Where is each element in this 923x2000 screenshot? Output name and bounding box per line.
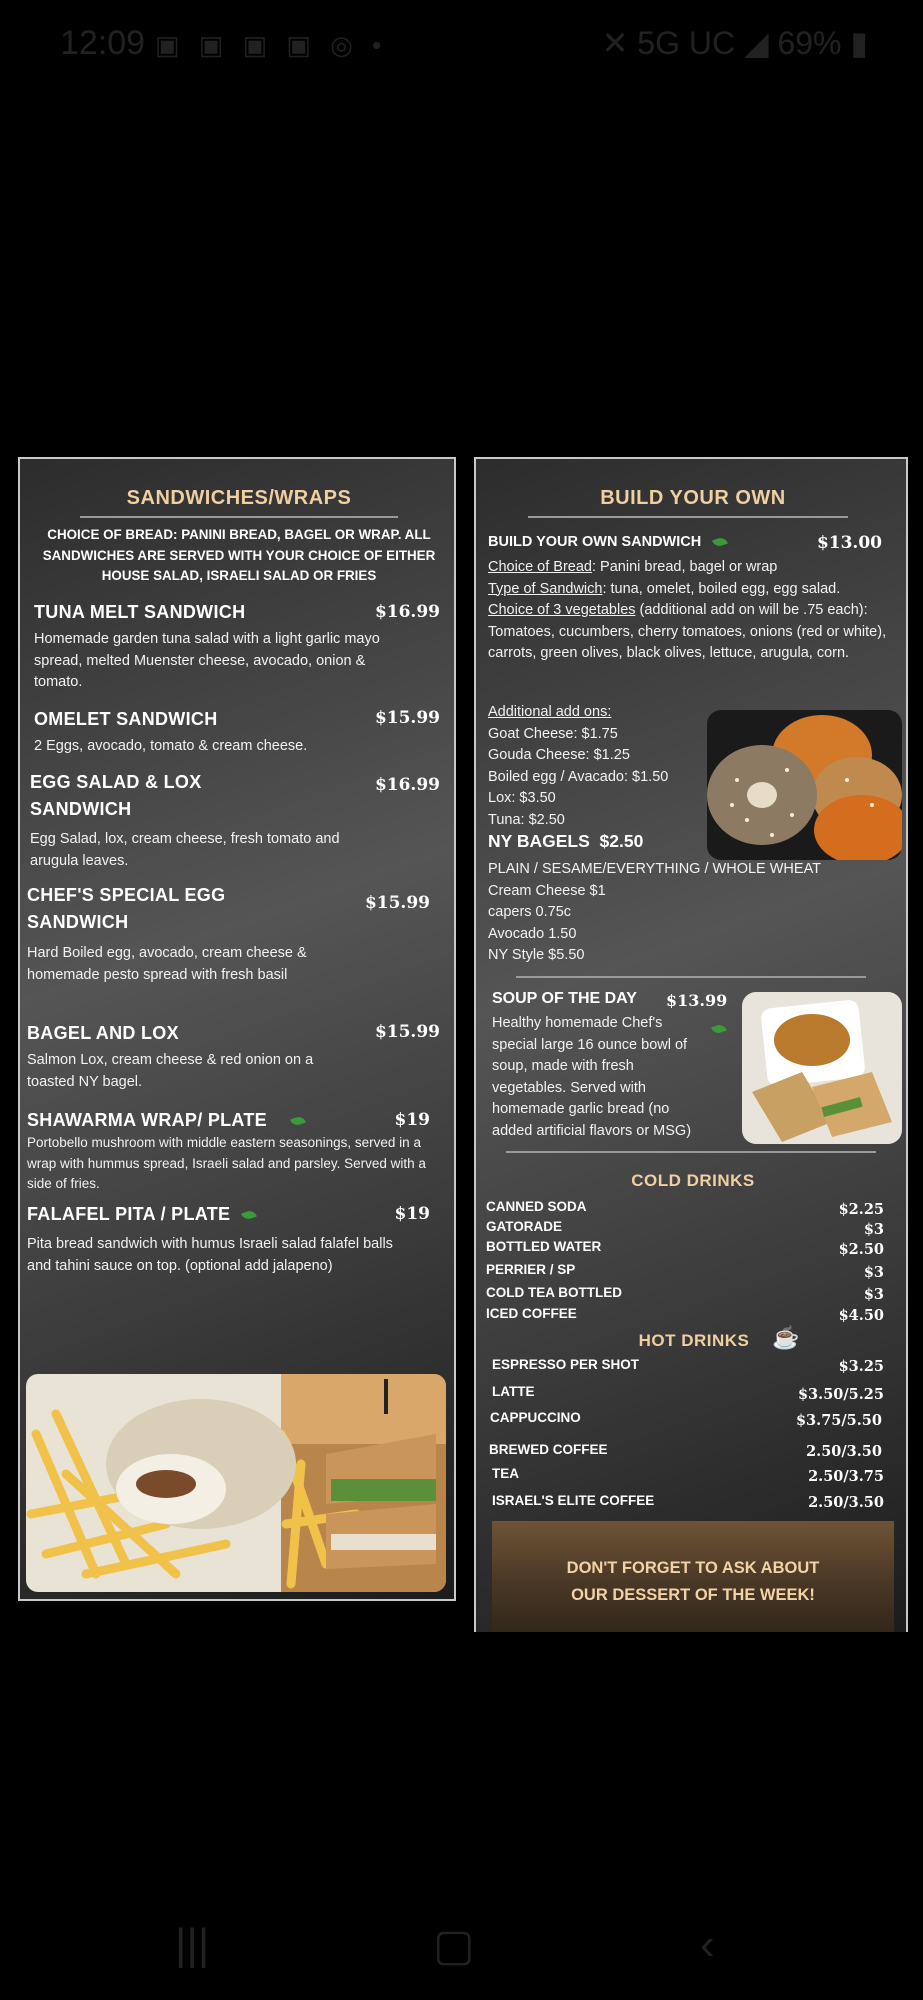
notification-icons: ▣ ▣ ▣ ▣ ◎ • xyxy=(155,30,388,60)
bagels-photo xyxy=(707,710,902,860)
dessert-line-2: OUR DESSERT OF THE WEEK! xyxy=(571,1586,815,1604)
item-desc-bagel-lox: Salmon Lox, cream cheese & red onion on a toasted NY bagel. xyxy=(27,1052,314,1090)
title-divider xyxy=(528,516,848,518)
bagels-name: NY BAGELS xyxy=(488,831,590,851)
dessert-banner xyxy=(492,1521,894,1632)
byo-type-line xyxy=(488,579,888,601)
coffee-cup-icon: ☕ xyxy=(772,1325,800,1350)
hot-drinks-title: HOT DRINKS xyxy=(638,1331,750,1350)
drink-price: $2.25 xyxy=(838,1201,884,1218)
drink-price: $2.50 xyxy=(838,1241,884,1258)
item-desc-tuna-melt: Homemade garden tuna salad with a light garlic mayo spread, melted Muenster cheese, avocado, onion & tomato. xyxy=(34,631,380,690)
drink-price: 2.50/3.75 xyxy=(808,1468,884,1485)
falafel-heading xyxy=(27,1201,327,1228)
addon-item: Tuna: $2.50 xyxy=(488,811,565,828)
soup-illustration xyxy=(742,992,902,1144)
drink-name: CANNED SODA xyxy=(486,1199,587,1214)
drink-name: BOTTLED WATER xyxy=(486,1239,602,1254)
drink-price: 2.50/3.50 xyxy=(806,1443,882,1460)
item-price-omelet: $15.99 xyxy=(374,708,440,728)
bread-label: Choice of Bread xyxy=(488,559,592,575)
item-name-bagel-lox: BAGEL AND LOX xyxy=(27,1023,179,1043)
bread-text: : Panini bread, bagel or wrap xyxy=(591,559,778,575)
drink-name: GATORADE xyxy=(486,1219,563,1234)
bagels-line: Avocado 1.50 xyxy=(488,925,577,942)
item-name-egg-salad-lox: EGG SALAD & LOX SANDWICH xyxy=(30,772,202,819)
drink-price: $3.75/5.50 xyxy=(795,1412,882,1429)
item-desc-falafel: Pita bread sandwich with humus Israeli salad falafel balls and tahini sauce on top. (optional add jalapeno) xyxy=(27,1236,393,1274)
type-text: : tuna, omelet, boiled egg, egg salad. xyxy=(602,580,841,597)
drink-name: ESPRESSO PER SHOT xyxy=(492,1357,640,1372)
soup-photo xyxy=(742,992,902,1144)
back-button[interactable]: ‹ xyxy=(700,1920,715,1969)
drink-price: $3 xyxy=(863,1221,884,1238)
drink-name: ISRAEL'S ELITE COFFEE xyxy=(492,1493,655,1508)
signal-icon: ◢ xyxy=(743,25,778,61)
vegan-leaf-icon xyxy=(712,536,728,548)
soup-desc: Healthy homemade Chef's special large 16 ounce bowl of soup, made with fresh vegetables. Served with homemade garlic bread (no added artificial flavors or MSG) xyxy=(492,1015,692,1139)
item-desc-chefs-special: Hard Boiled egg, avocado, cream cheese & homemade pesto spread with fresh basil xyxy=(27,945,307,983)
item-name-chefs-special: CHEF'S SPECIAL EGG SANDWICH xyxy=(27,885,226,932)
byo-veg-line xyxy=(488,600,888,665)
item-name-falafel: FALAFEL PITA / PLATE xyxy=(27,1204,231,1224)
byo-name: BUILD YOUR OWN SANDWICH xyxy=(488,534,702,550)
addon-item: Boiled egg / Avacado: $1.50 xyxy=(488,768,669,785)
bagels-price: $2.50 xyxy=(599,831,644,851)
cold-drinks-title: COLD DRINKS xyxy=(631,1171,755,1190)
item-price-shawarma: $19 xyxy=(394,1110,430,1130)
veg-text: (additional add on will be .75 each): Tomatoes, cucumbers, cherry tomatoes, onions (red or white), carrots, green olives, black olives, lettuce, arugula, corn. xyxy=(488,602,887,661)
battery-percent: 69% xyxy=(777,25,842,61)
status-bar xyxy=(0,0,923,90)
item-name-tuna-melt: TUNA MELT SANDWICH xyxy=(34,602,246,622)
item-desc-omelet: 2 Eggs, avocado, tomato & cream cheese. xyxy=(34,738,308,754)
sandwich-fries-illustration xyxy=(26,1374,446,1592)
vegan-leaf-icon xyxy=(711,1023,727,1035)
bagels-line: Cream Cheese $1 xyxy=(488,882,606,899)
byo-details xyxy=(488,557,888,665)
bagels-heading xyxy=(488,831,708,852)
bread-intro: CHOICE OF BREAD: PANINI BREAD, BAGEL OR WRAP. ALL SANDWICHES ARE SERVED WITH YOUR CHOICE OF EITHER HOUSE SALAD, ISRAELI SALAD OR FRIES xyxy=(42,527,436,583)
drink-name: CAPPUCCINO xyxy=(490,1410,581,1425)
byo-heading xyxy=(488,534,778,550)
vegan-leaf-icon xyxy=(290,1115,306,1127)
sandwiches-panel xyxy=(18,457,456,1601)
bagels-illustration xyxy=(707,710,902,860)
drink-price: $3 xyxy=(863,1286,884,1303)
dessert-line-1: DON'T FORGET TO ASK ABOUT xyxy=(566,1559,820,1577)
bagels-options xyxy=(488,859,898,967)
addons-label: Additional add ons: xyxy=(488,704,612,720)
dessert-text xyxy=(492,1555,894,1609)
sandwiches-title: SANDWICHES/WRAPS xyxy=(126,487,352,509)
veg-label: Choice of 3 vegetables xyxy=(488,602,636,618)
byo-bread-line xyxy=(488,557,888,579)
bagels-line: capers 0.75c xyxy=(488,904,572,920)
item-price-chefs-special: $15.99 xyxy=(364,893,430,913)
addon-item: Lox: $3.50 xyxy=(488,790,556,806)
item-price-tuna-melt: $16.99 xyxy=(374,602,440,622)
drink-name: TEA xyxy=(492,1466,519,1481)
status-time: 12:09 xyxy=(60,24,146,62)
navigation-bar xyxy=(0,1900,923,1980)
byo-price: $13.00 xyxy=(816,533,882,553)
item-desc-egg-salad-lox: Egg Salad, lox, cream cheese, fresh tomato and arugula leaves. xyxy=(30,831,340,869)
type-label: Type of Sandwich xyxy=(488,580,603,597)
soup-name: SOUP OF THE DAY xyxy=(492,990,637,1007)
drink-price: $3 xyxy=(863,1264,884,1281)
home-button[interactable]: ▢ xyxy=(433,1921,475,1970)
drink-price: $3.50/5.25 xyxy=(797,1386,884,1403)
drink-name: BREWED COFFEE xyxy=(489,1442,608,1457)
item-price-falafel: $19 xyxy=(394,1204,430,1224)
item-price-bagel-lox: $15.99 xyxy=(374,1022,440,1042)
item-price-egg-salad-lox: $16.99 xyxy=(374,775,440,795)
build-your-own-title: BUILD YOUR OWN xyxy=(600,487,786,509)
item-name-omelet: OMELET SANDWICH xyxy=(34,709,218,729)
vegan-leaf-icon xyxy=(241,1209,257,1221)
section-divider xyxy=(516,976,866,978)
section-divider xyxy=(506,1151,876,1153)
status-right xyxy=(602,24,868,62)
drink-price: $3.25 xyxy=(838,1358,884,1375)
drink-name: ICED COFFEE xyxy=(486,1306,577,1321)
network-label: 5G UC xyxy=(637,25,736,61)
mute-icon: ✕ xyxy=(601,25,638,61)
drink-name: LATTE xyxy=(492,1384,535,1399)
addons-list xyxy=(488,702,708,831)
battery-icon: ▮ xyxy=(850,25,868,61)
shawarma-heading xyxy=(27,1107,327,1134)
addon-item: Goat Cheese: $1.75 xyxy=(488,725,618,742)
soup-price: $13.99 xyxy=(666,991,728,1010)
recent-apps-button[interactable]: ||| xyxy=(175,1920,210,1969)
drink-name: COLD TEA BOTTLED xyxy=(486,1285,622,1300)
build-your-own-panel xyxy=(474,457,908,1632)
drink-name: PERRIER / SP xyxy=(486,1262,576,1277)
bagels-line: PLAIN / SESAME/EVERYTHING / WHOLE WHEAT xyxy=(488,861,822,877)
drink-price: $4.50 xyxy=(838,1307,884,1324)
sandwich-fries-photo xyxy=(26,1374,446,1592)
item-desc-shawarma: Portobello mushroom with middle eastern seasonings, served in a wrap with hummus spread, Israeli salad and parsley. Served with a side of fries. xyxy=(27,1135,426,1191)
drink-price: 2.50/3.50 xyxy=(808,1494,884,1511)
addon-item: Gouda Cheese: $1.25 xyxy=(488,747,630,763)
title-divider xyxy=(80,516,398,518)
bagels-line: NY Style $5.50 xyxy=(488,947,585,963)
item-name-shawarma: SHAWARMA WRAP/ PLATE xyxy=(27,1110,267,1130)
